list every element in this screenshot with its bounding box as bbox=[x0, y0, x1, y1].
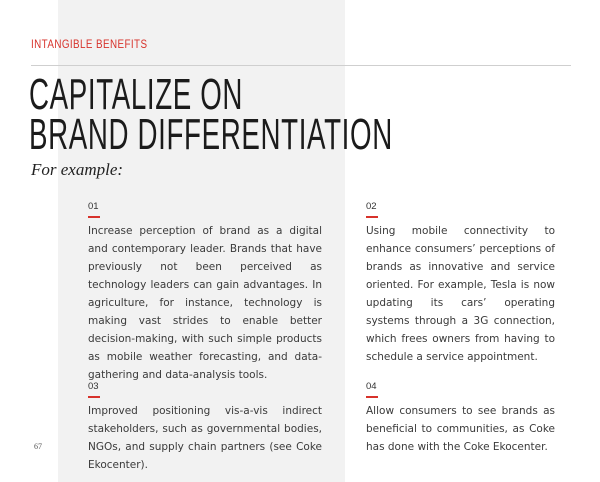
title-line-1: CAPITALIZE ON bbox=[29, 70, 244, 119]
subheading: For example: bbox=[31, 160, 124, 179]
title-line-2: BRAND DIFFERENTIATION bbox=[29, 110, 393, 159]
page-number: 67 bbox=[34, 442, 42, 451]
item-number-02: 02 bbox=[366, 201, 377, 212]
item-text-02: Using mobile connectivity to enhance consumers’ perceptions of brands as innovative and service oriented. For example, Tesla is now updating its cars’ operating systems through a 3G connection, which frees owners from having to schedule a service appointment. bbox=[366, 225, 555, 363]
item-text-04: Allow consumers to see brands as beneficial to communities, as Coke has done with the Coke Ekocenter. bbox=[366, 405, 555, 453]
item-text-03: Improved positioning vis-a-vis indirect stakeholders, such as governmental bodies, NGOs, and supply chain partners (see Coke Ekocenter). bbox=[88, 405, 322, 471]
item-number-04: 04 bbox=[366, 381, 377, 392]
page-title bbox=[29, 70, 393, 159]
item-accent-line-03 bbox=[88, 396, 100, 398]
item-number-03: 03 bbox=[88, 381, 99, 392]
item-number-01: 01 bbox=[88, 201, 99, 212]
section-label: INTANGIBLE BENEFITS bbox=[31, 37, 148, 51]
item-accent-line-01 bbox=[88, 216, 100, 218]
item-accent-line-02 bbox=[366, 216, 378, 218]
divider-line bbox=[31, 65, 571, 66]
item-accent-line-04 bbox=[366, 396, 378, 398]
item-text-01: Increase perception of brand as a digital and contemporary leader. Brands that have previously not been perceived as technology leaders can gain advantages. In agriculture, for instance, technology is making vast strides to enable better decision-making, with such simple products as mobile weather forecasting, and data-gathering and data-analysis tools. bbox=[88, 225, 322, 381]
